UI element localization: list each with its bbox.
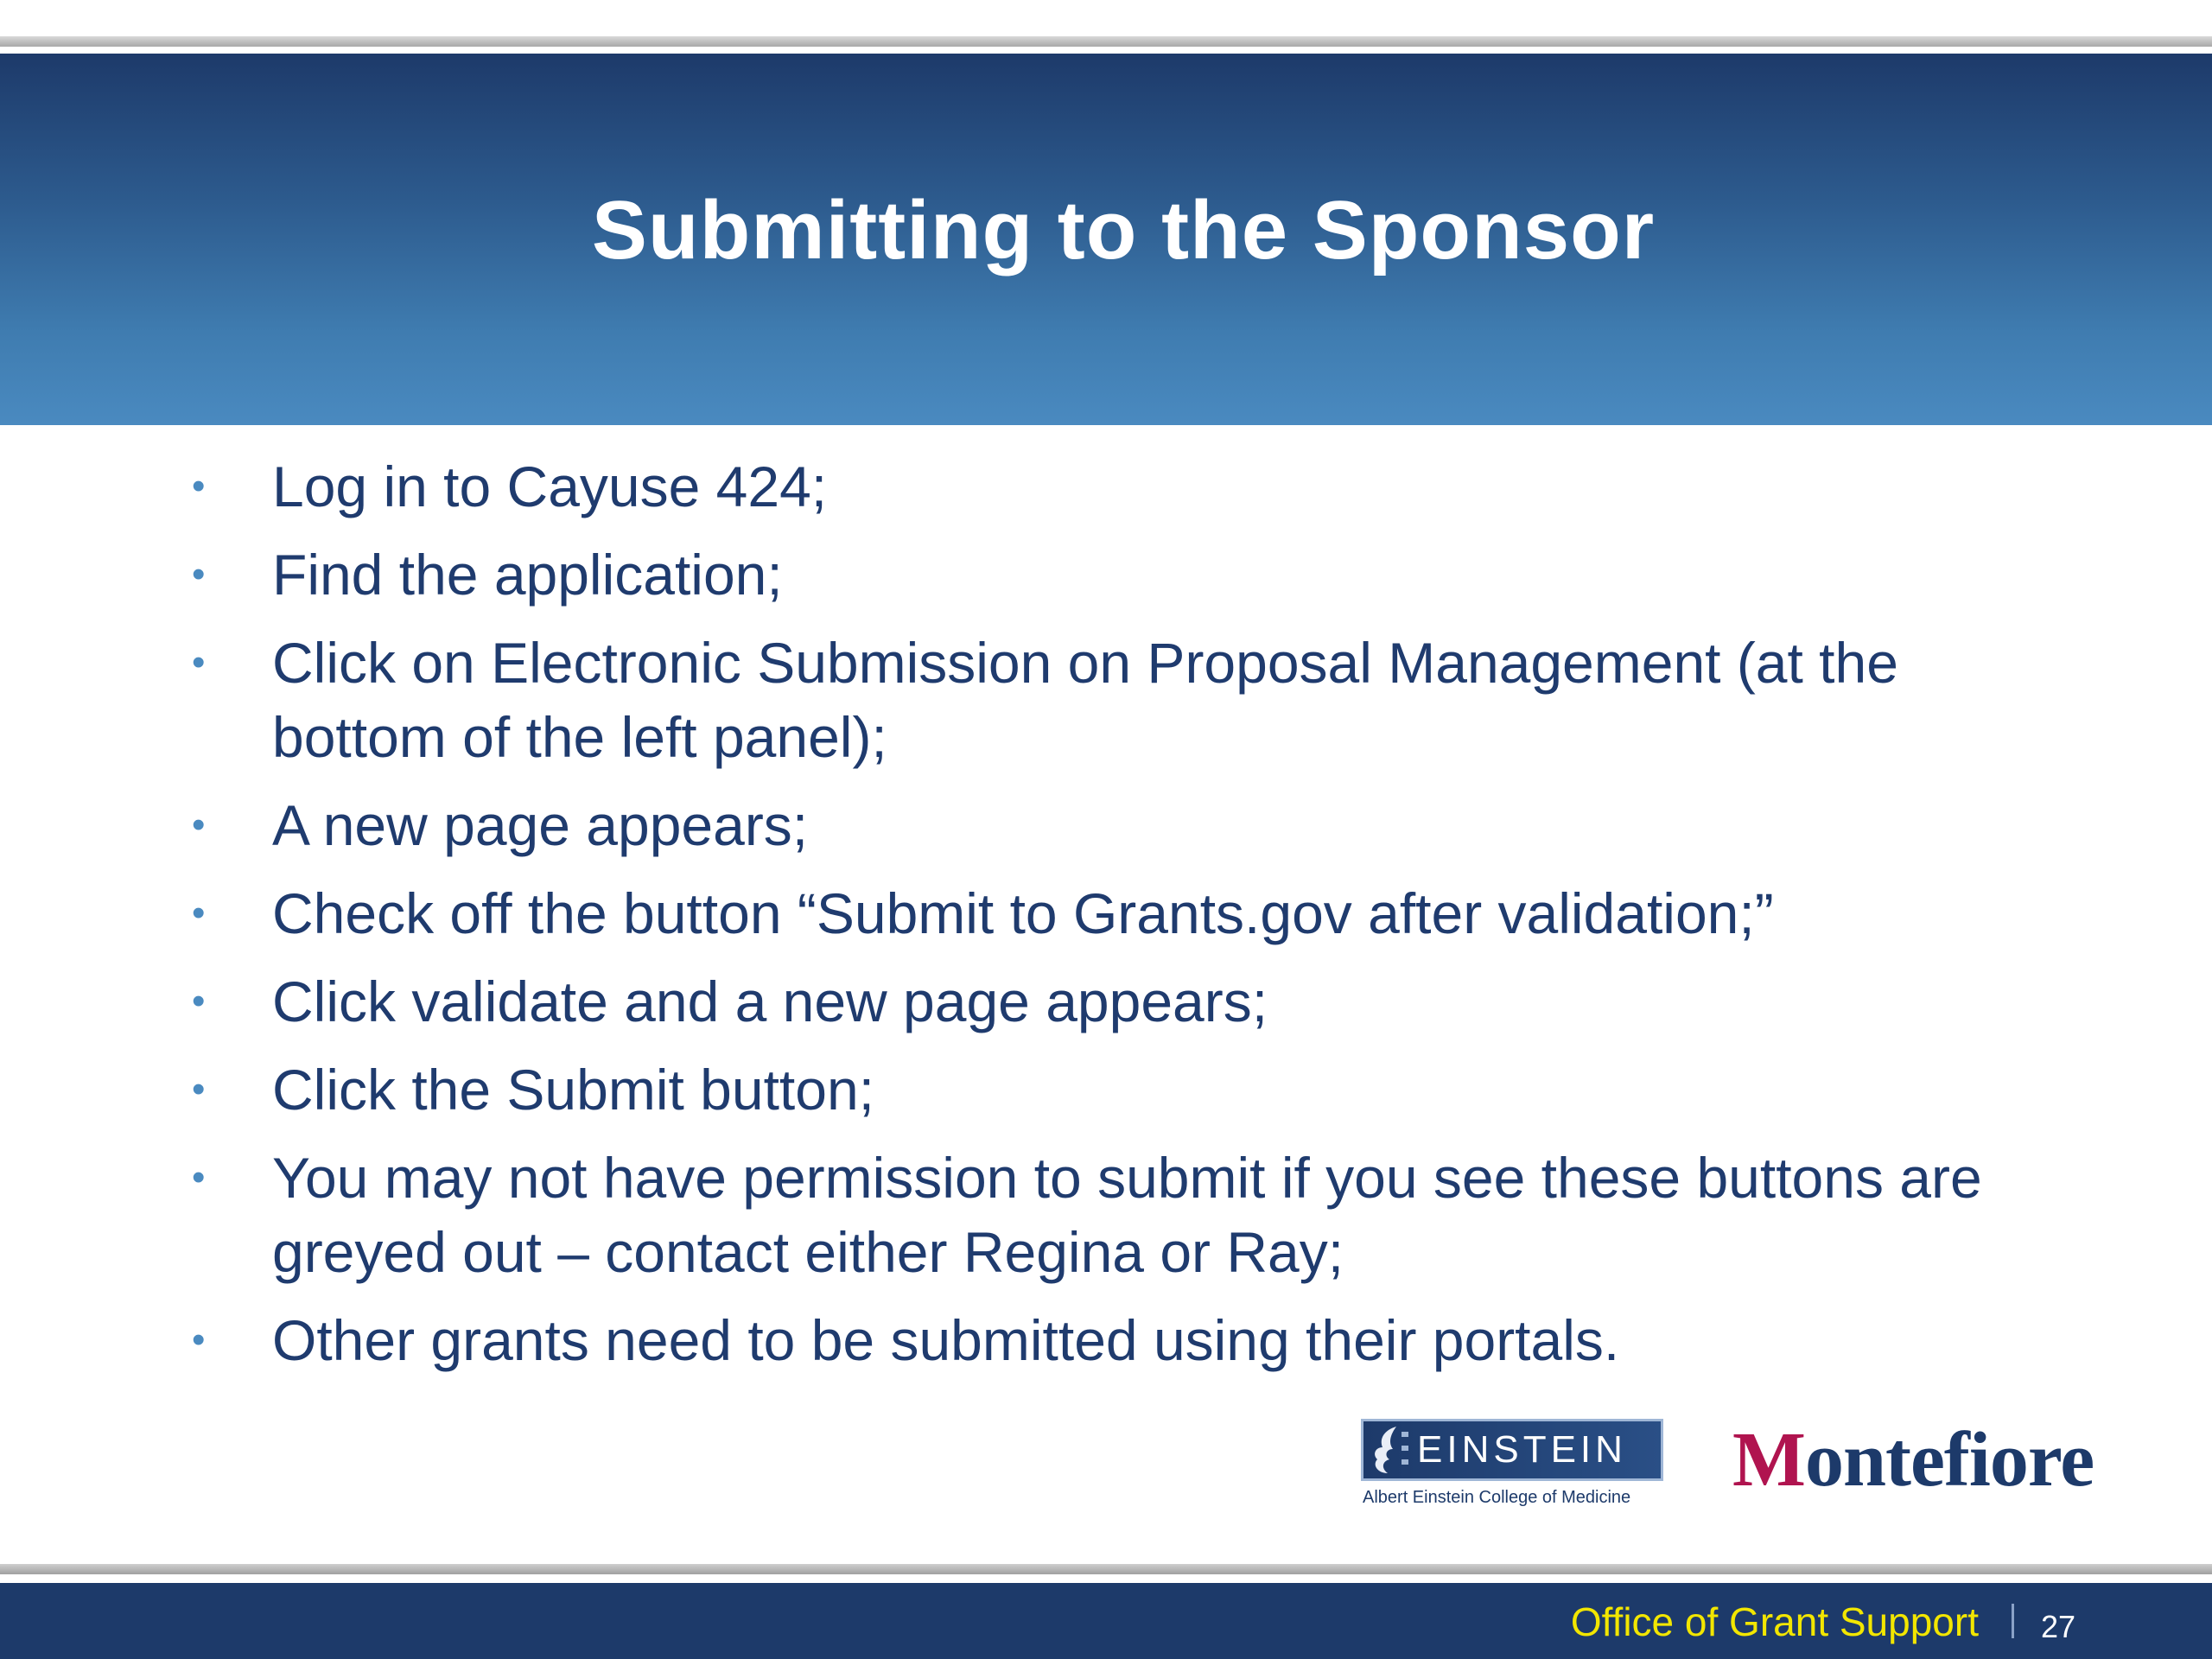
top-rule [0,36,2212,47]
bullet-item [0,626,2212,774]
footer-bar [0,1583,2212,1659]
einstein-logo-box [1361,1419,1663,1481]
bullet-text: Other grants need to be submitted using their portals. [272,1308,1620,1372]
bullet-text: Click on Electronic Submission on Proposal Management (at the bottom of the left panel); [272,631,1898,769]
bullet-text: You may not have permission to submit if you see these buttons are greyed out – contact either Regina or Ray; [272,1146,1982,1284]
bullet-list [0,449,2212,1377]
bullet-icon: • [192,1068,206,1110]
bullet-icon: • [192,892,206,934]
bullet-icon: • [192,1319,206,1361]
bullet-item [0,964,2212,1039]
bullet-item [0,1141,2212,1289]
bullet-icon: • [192,641,206,683]
bullet-icon: • [192,1156,206,1198]
bullet-text: A new page appears; [272,793,809,857]
einstein-wordmark: EINSTEIN [1417,1428,1627,1471]
bullet-icon: • [192,465,206,507]
page-number: 27 [2041,1609,2076,1644]
bullet-text: Click validate and a new page appears; [272,969,1268,1033]
bullet-icon: • [192,553,206,595]
bullet-item [0,876,2212,950]
bullet-text: Check off the button “Submit to Grants.gov after validation;” [272,881,1774,945]
footer-divider [2012,1604,2014,1638]
einstein-emblem-icon [1367,1421,1412,1478]
logo-row [1361,1408,2121,1512]
footer-organization: Office of Grant Support [1570,1599,1979,1644]
bullet-item [0,449,2212,524]
bullet-text: Click the Submit button; [272,1058,874,1122]
bottom-rule [0,1564,2212,1574]
bullet-item [0,1052,2212,1127]
bullet-text: Log in to Cayuse 424; [272,454,828,518]
montefiore-initial: M [1732,1417,1805,1503]
einstein-logo [1361,1419,1663,1514]
slide-title: Submitting to the Sponsor [591,184,1656,276]
montefiore-wordmark: ontefiore [1804,1417,2094,1503]
slide-content [0,449,2212,1391]
title-band [0,54,2212,425]
montefiore-logo [1732,1415,2094,1504]
bullet-item [0,788,2212,862]
bullet-icon: • [192,980,206,1022]
bullet-text: Find the application; [272,543,783,607]
bullet-item [0,1303,2212,1377]
einstein-subtitle: Albert Einstein College of Medicine [1363,1488,1631,1507]
bullet-item [0,537,2212,612]
bullet-icon: • [192,804,206,846]
